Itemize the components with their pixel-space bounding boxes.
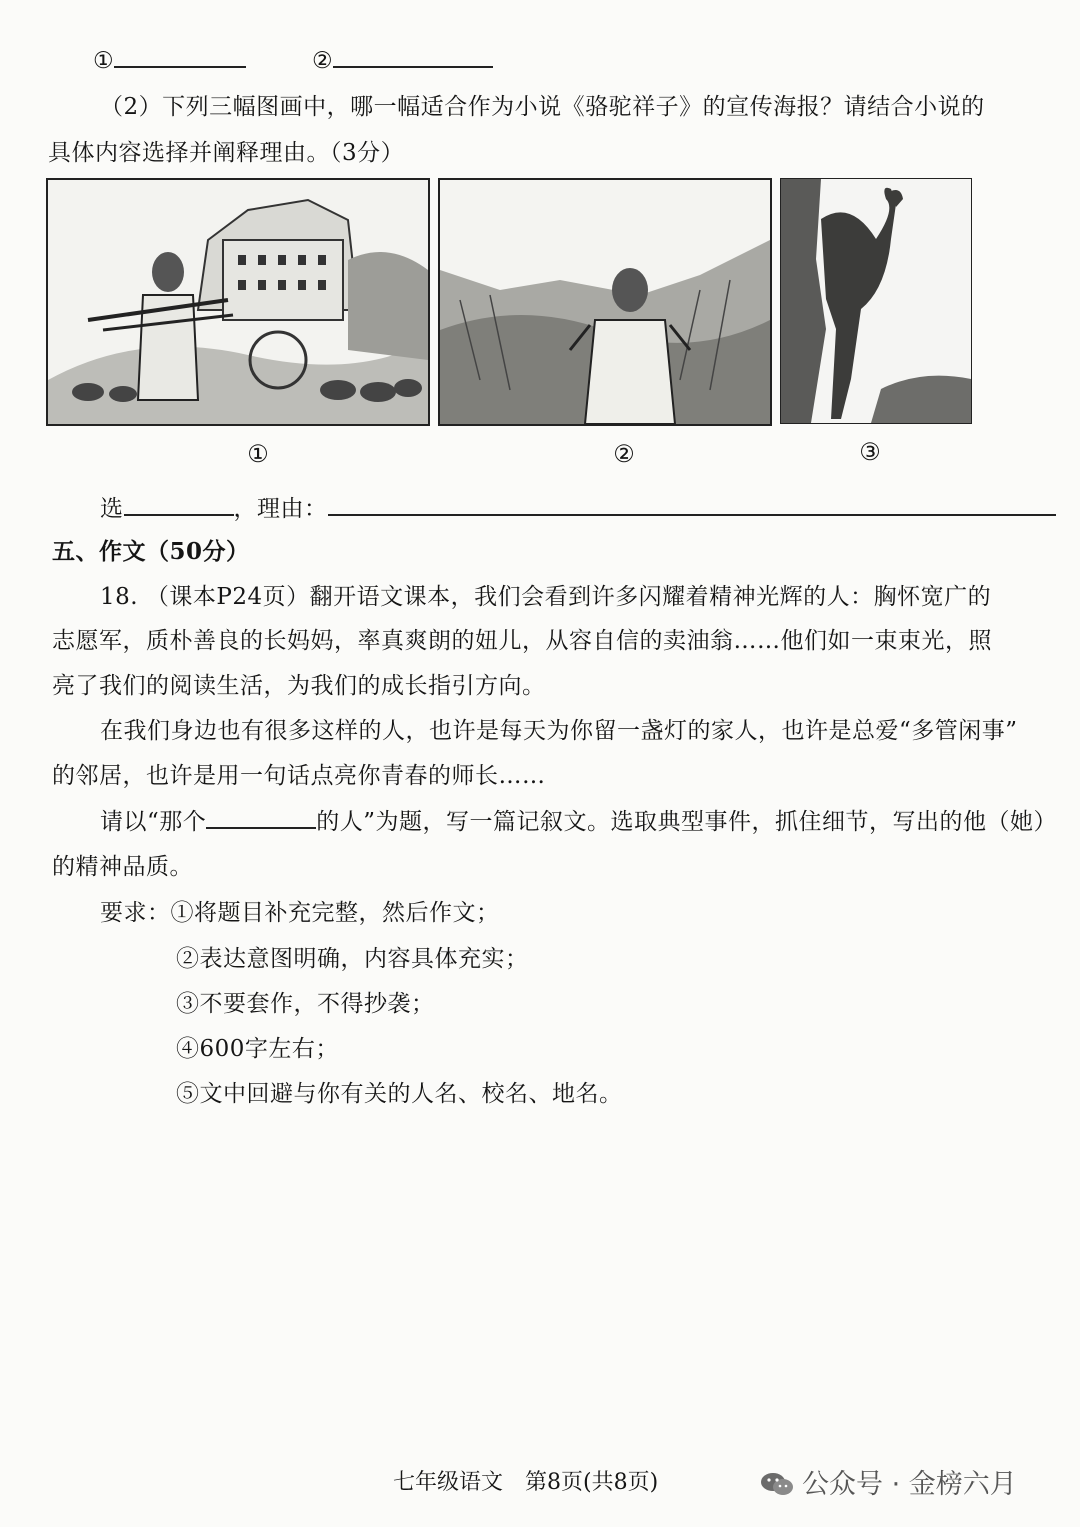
requirement-5: ⑤文中回避与你有关的人名、校名、地名。 (176, 1081, 623, 1107)
wechat-icon (760, 1471, 794, 1497)
select-label: 选 (100, 496, 124, 522)
camel-silhouette-icon (781, 179, 971, 423)
choice-blank[interactable] (124, 514, 234, 516)
page-footer: 七年级语文 第8页(共8页) (393, 1470, 659, 1495)
answer-blank-1[interactable] (114, 66, 246, 68)
q18-line1: 18. （课本P24页）翻开语文课本，我们会看到许多闪耀着精神光辉的人：胸怀宽广的 (100, 584, 992, 610)
choice-row (100, 490, 1056, 523)
reason-blank[interactable] (328, 514, 1056, 516)
q18-line2: 志愿军，质朴善良的长妈妈，率真爽朗的妞儿，从容自信的卖油翁……他们如一束束光，照 (52, 628, 992, 654)
blank2-marker: ② (312, 48, 334, 74)
poster-image-1 (46, 178, 430, 426)
question-2-line2: 具体内容选择并阐释理由。（3分） (48, 140, 405, 166)
title-blank[interactable] (206, 827, 316, 829)
requirements-row-1 (100, 894, 500, 927)
prompt-after: 的人”为题，写一篇记叙文。选取典型事件，抓住细节，写出的他（她） (316, 809, 1058, 835)
requirement-1: ①将题目补充完整，然后作文； (170, 900, 500, 926)
prompt-before: 请以“那个 (100, 809, 207, 835)
question-2-line1: （2）下列三幅图画中，哪一幅适合作为小说《骆驼祥子》的宣传海报？请结合小说的 (100, 94, 985, 120)
poster-image-3 (780, 178, 972, 424)
reason-label: ，理由： (233, 496, 328, 522)
watermark (760, 1462, 1017, 1501)
answer-blank-row-2 (312, 48, 493, 74)
q18-line3: 亮了我们的阅读生活，为我们的成长指引方向。 (52, 673, 546, 699)
image-label-1: ① (247, 440, 269, 468)
poster-image-2 (438, 178, 772, 426)
requirement-2: ②表达意图明确，内容具体充实； (176, 946, 529, 972)
answer-blank-row (93, 48, 246, 74)
rickshaw-city-gate-icon (48, 180, 428, 424)
young-man-mountains-icon (440, 180, 770, 424)
requirement-4: ④600字左右； (176, 1036, 339, 1062)
watermark-text: 公众号 · 金榜六月 (802, 1469, 1017, 1500)
q18-line4: 在我们身边也有很多这样的人，也许是每天为你留一盏灯的家人，也许是总爱“多管闲事” (100, 718, 1018, 744)
section-five-heading: 五、作文（50分） (52, 538, 250, 565)
q18-prompt (100, 803, 1057, 836)
answer-blank-2[interactable] (333, 66, 493, 68)
image-label-2: ② (613, 440, 635, 468)
requirements-label: 要求： (100, 900, 171, 926)
image-label-3: ③ (859, 438, 881, 466)
q18-line5: 的邻居，也许是用一句话点亮你青春的师长…… (52, 763, 546, 789)
q18-line7: 的精神品质。 (52, 854, 193, 880)
blank1-marker: ① (93, 48, 115, 74)
requirement-3: ③不要套作，不得抄袭； (176, 991, 435, 1017)
